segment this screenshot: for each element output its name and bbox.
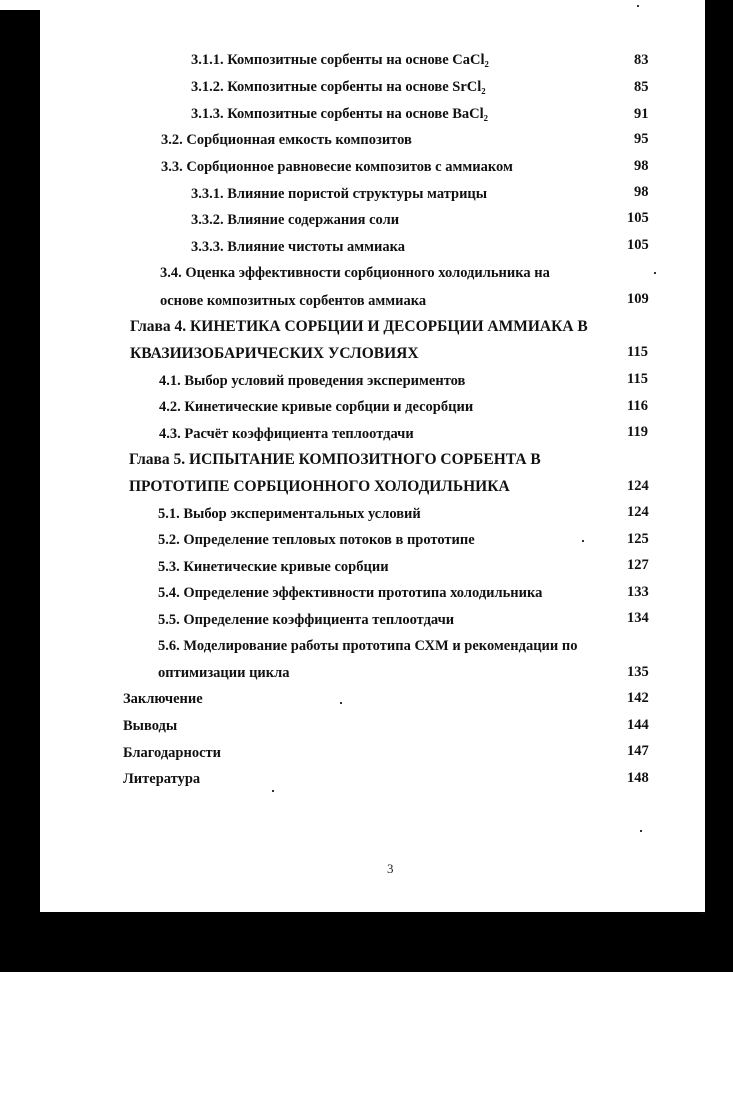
toc-page-findings: 144 xyxy=(627,717,649,733)
scan-speck xyxy=(654,272,656,274)
toc-entry-3-1-3: 3.1.3. Композитные сорбенты на основе BaCl₂ xyxy=(191,106,489,122)
toc-entry-acknowledgements: Благодарности xyxy=(123,745,222,761)
toc-entry-findings: Выводы xyxy=(123,718,178,734)
toc-entry-references: Литература xyxy=(123,771,201,787)
toc-page-4-1: 115 xyxy=(627,371,648,387)
toc-page-5-4: 133 xyxy=(627,584,649,600)
toc-entry-4-1: 4.1. Выбор условий проведения экспериментов xyxy=(159,373,466,389)
toc-chapter-4-line1: Глава 4. КИНЕТИКА СОРБЦИИ И ДЕСОРБЦИИ АММИАКА В xyxy=(130,318,588,335)
toc-page-3-3-2: 105 xyxy=(627,210,649,226)
toc-page-3-1-2: 85 xyxy=(634,79,649,95)
toc-chapter-4-line2: КВАЗИИЗОБАРИЧЕСКИХ УСЛОВИЯХ xyxy=(130,345,419,362)
scan-border-left xyxy=(0,10,40,972)
toc-page-5-2: 125 xyxy=(627,531,649,547)
scan-speck xyxy=(582,540,584,542)
toc-chapter-5-line1: Глава 5. ИСПЫТАНИЕ КОМПОЗИТНОГО СОРБЕНТА В xyxy=(129,451,541,468)
toc-entry-3-3-2: 3.3.2. Влияние содержания соли xyxy=(191,212,400,228)
toc-page-5-3: 127 xyxy=(627,557,649,573)
toc-entry-3-4-line1: 3.4. Оценка эффективности сорбционного холодильника на xyxy=(160,265,550,281)
toc-page-5-5: 134 xyxy=(627,610,649,626)
toc-page-chapter-5: 124 xyxy=(627,478,649,494)
toc-chapter-5-line2: ПРОТОТИПЕ СОРБЦИОННОГО ХОЛОДИЛЬНИКА xyxy=(129,478,510,495)
page-number: 3 xyxy=(387,861,394,876)
toc-page-4-3: 119 xyxy=(627,424,648,440)
toc-entry-3-3: 3.3. Сорбционное равновесие композитов с аммиаком xyxy=(161,159,513,175)
toc-page-conclusion: 142 xyxy=(627,690,649,706)
toc-entry-4-2: 4.2. Кинетические кривые сорбции и десорбции xyxy=(159,399,474,415)
scan-speck xyxy=(637,5,639,7)
scan-border-right xyxy=(705,0,733,915)
toc-page-4-2: 116 xyxy=(627,398,648,414)
toc-entry-5-2: 5.2. Определение тепловых потоков в прототипе xyxy=(158,532,475,548)
toc-page-3-1-3: 91 xyxy=(634,106,649,122)
toc-entry-5-6-line2: оптимизации цикла xyxy=(158,665,290,681)
toc-entry-conclusion: Заключение xyxy=(123,691,203,707)
toc-entry-5-6-line1: 5.6. Моделирование работы прототипа СХМ и рекомендации по xyxy=(158,638,578,654)
toc-page-chapter-4: 115 xyxy=(627,344,648,360)
toc-entry-5-4: 5.4. Определение эффективности прототипа холодильника xyxy=(158,585,543,601)
toc-page-3-3-1: 98 xyxy=(634,184,649,200)
toc-entry-3-3-1: 3.3.1. Влияние пористой структуры матрицы xyxy=(191,186,488,202)
toc-entry-4-3: 4.3. Расчёт коэффициента теплоотдачи xyxy=(159,426,414,442)
toc-entry-3-3-3: 3.3.3. Влияние чистоты аммиака xyxy=(191,239,406,255)
toc-page-3-4: 109 xyxy=(627,291,649,307)
toc-entry-3-1-2: 3.1.2. Композитные сорбенты на основе SrCl₂ xyxy=(191,79,486,95)
toc-page-3-3: 98 xyxy=(634,158,649,174)
scan-speck xyxy=(340,702,342,704)
scan-speck xyxy=(272,790,274,792)
toc-page-acknowledgements: 147 xyxy=(627,743,649,759)
toc-entry-5-3: 5.3. Кинетические кривые сорбции xyxy=(158,559,389,575)
toc-page-references: 148 xyxy=(627,770,649,786)
toc-page-3-1-1: 83 xyxy=(634,52,649,68)
toc-page-5-1: 124 xyxy=(627,504,649,520)
toc-entry-5-5: 5.5. Определение коэффициента теплоотдачи xyxy=(158,612,455,628)
toc-entry-3-4-line2: основе композитных сорбентов аммиака xyxy=(160,293,427,309)
toc-entry-5-1: 5.1. Выбор экспериментальных условий xyxy=(158,506,421,522)
toc-page-3-3-3: 105 xyxy=(627,237,649,253)
scan-speck xyxy=(640,830,642,832)
scan-border-bottom xyxy=(0,914,733,972)
toc-page-5-6: 135 xyxy=(627,664,649,680)
document-page xyxy=(40,0,705,912)
toc-entry-3-2: 3.2. Сорбционная емкость композитов xyxy=(161,132,412,148)
toc-entry-3-1-1: 3.1.1. Композитные сорбенты на основе CaCl₂ xyxy=(191,52,489,68)
toc-page-3-2: 95 xyxy=(634,131,649,147)
